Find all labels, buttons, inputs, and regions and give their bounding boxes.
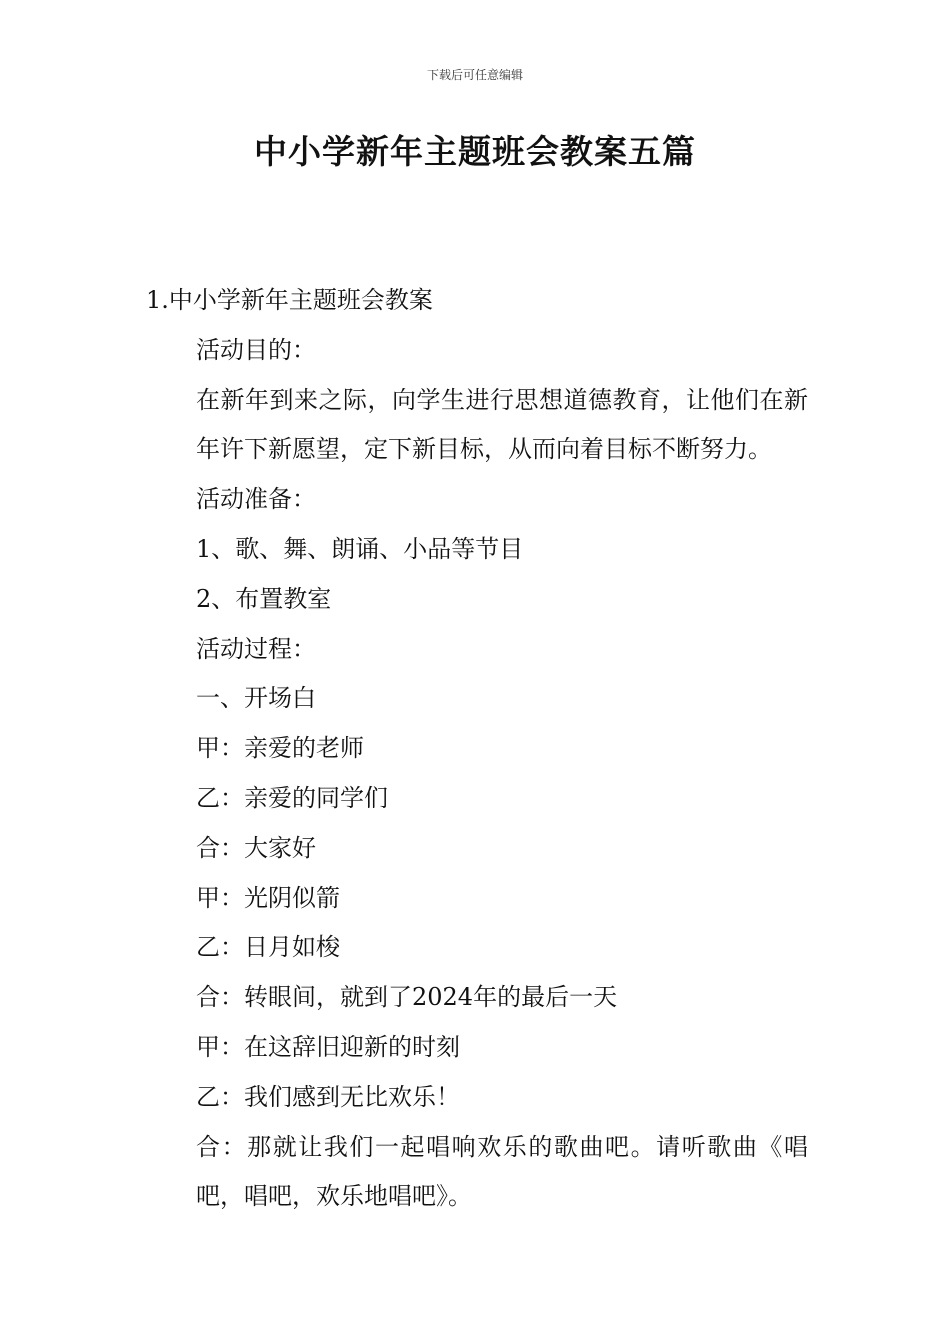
paragraph: 1、歌、舞、朗诵、小品等节目 [196,534,524,563]
dialogue-line: 乙：日月如梭 [196,933,340,962]
paragraph: 在新年到来之际，向学生进行思想道德教育，让他们在新年许下新愿望，定下新目标，从而向着目标不断努力。 [196,385,808,464]
dialogue-line: 甲：亲爱的老师 [196,734,364,763]
dialogue-line: 合：那就让我们一起唱响欢乐的歌曲吧。请听歌曲《唱吧，唱吧，欢乐地唱吧》。 [196,1132,808,1211]
document-body [146,276,808,1222]
header-note: 下载后可任意编辑 [426,68,523,82]
dialogue-line: 甲：在这辞旧迎新的时刻 [196,1032,460,1061]
section-heading: 1.中小学新年主题班会教案 [146,286,433,314]
paragraph: 一、开场白 [196,684,316,713]
dialogue-line: 乙：亲爱的同学们 [196,783,388,812]
paragraph: 活动准备： [196,485,316,514]
dialogue-line: 合：转眼间，就到了2024年的最后一天 [196,983,618,1012]
dialogue-line: 甲：光阴似箭 [196,883,340,912]
paragraph: 活动过程： [196,634,316,663]
paragraph: 2、布置教室 [196,584,332,613]
dialogue-line: 乙：我们感到无比欢乐！ [196,1082,460,1111]
document-title: 中小学新年主题班会教案五篇 [254,132,696,171]
paragraph: 活动目的： [196,335,316,364]
dialogue-line: 合：大家好 [196,833,316,862]
